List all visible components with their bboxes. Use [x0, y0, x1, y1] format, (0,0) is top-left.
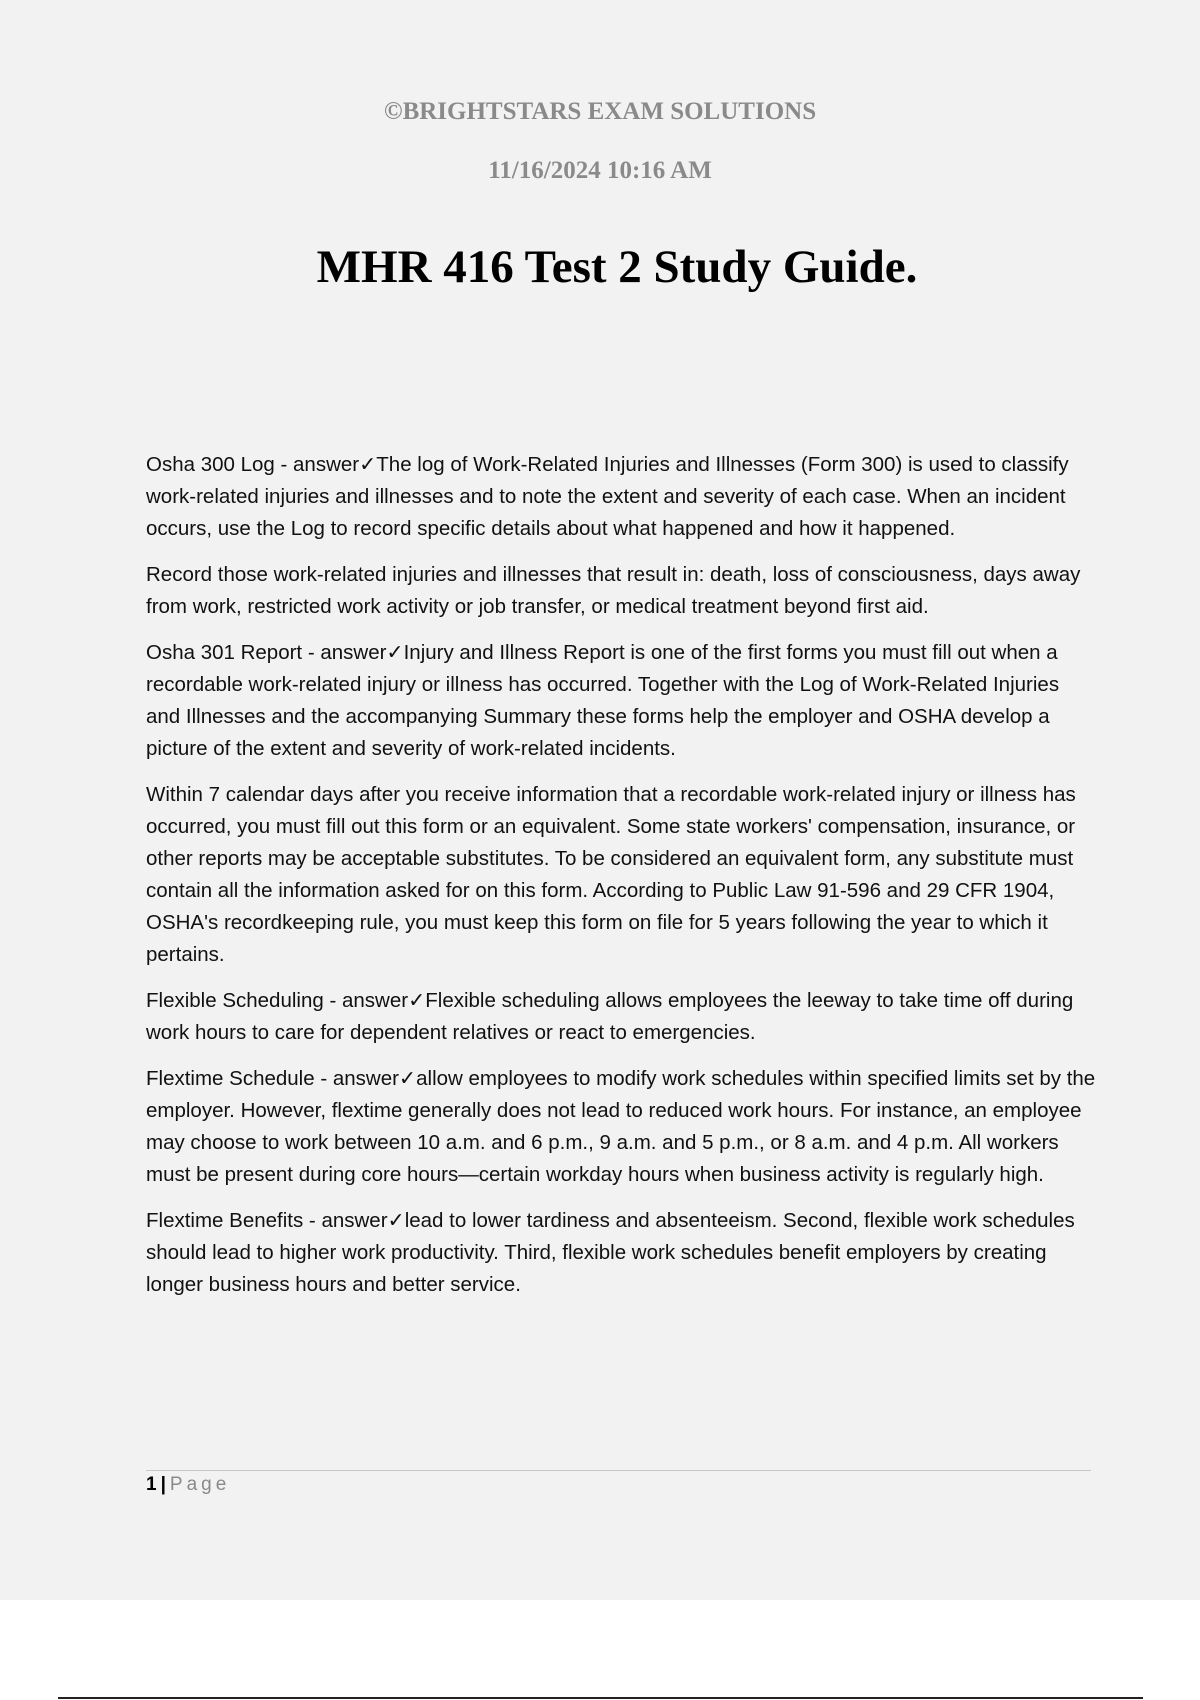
document-body: [146, 449, 1096, 1315]
page-footer: [146, 1474, 230, 1496]
paragraph-flextime-benefits: Flextime Benefits - answer✓lead to lower tardiness and absenteeism. Second, flexible work schedules should lead to higher work productivity. Third, flexible work schedules benefit employers by creating longer business hours and better service.: [146, 1209, 1075, 1296]
paragraph-301-deadline: Within 7 calendar days after you receive information that a recordable work-related injury or illness has occurred, you must fill out this form or an equivalent. Some state workers' compensation, insurance, or other reports may be acceptable substitutes. To be considered an equivalent form, any substitute must contain all the information asked for on this form. According to Public Law 91-596 and 29 CFR 1904, OSHA's recordkeeping rule, you must keep this form on file for 5 years following the year to which it pertains.: [146, 783, 1076, 966]
page-number: 1: [146, 1474, 157, 1495]
footer-divider: [146, 1470, 1091, 1471]
watermark-brand: ©BRIGHTSTARS EXAM SOLUTIONS: [383, 98, 817, 125]
document-title: MHR 416 Test 2 Study Guide.: [316, 241, 918, 293]
paragraph-osha-300-log: Osha 300 Log - answer✓The log of Work-Related Injuries and Illnesses (Form 300) is used to classify work-related injuries and illnesses and to note the extent and severity of each case. When an incident occurs, use the Log to record specific details about what happened and how it happened.: [146, 453, 1069, 540]
paragraph-record-criteria: Record those work-related injuries and illnesses that result in: death, loss of consciousness, days away from work, restricted work activity or job transfer, or medical treatment beyond first aid.: [146, 563, 1081, 618]
page-separator: |: [160, 1474, 166, 1495]
watermark-datetime: 11/16/2024 10:16 AM: [488, 157, 712, 184]
paragraph-osha-301-report: Osha 301 Report - answer✓Injury and Illness Report is one of the first forms you must fill out when a recordable work-related injury or illness has occurred. Together with the Log of Work-Related Injuries and Illnesses and the accompanying Summary these forms help the employer and OSHA develop a picture of the extent and severity of work-related incidents.: [146, 641, 1060, 760]
page-label: Page: [169, 1474, 231, 1495]
paragraph-flexible-scheduling: Flexible Scheduling - answer✓Flexible scheduling allows employees the leeway to take time off during work hours to care for dependent relatives or react to emergencies.: [146, 989, 1074, 1044]
paragraph-flextime-schedule: Flextime Schedule - answer✓allow employees to modify work schedules within specified limits set by the employer. However, flextime generally does not lead to reduced work hours. For instance, an employee may choose to work between 10 a.m. and 6 p.m., 9 a.m. and 5 p.m., or 8 a.m. and 4 p.m. All workers must be present during core hours—certain workday hours when business activity is regularly high.: [146, 1067, 1096, 1186]
next-page-divider: [58, 1697, 1143, 1699]
